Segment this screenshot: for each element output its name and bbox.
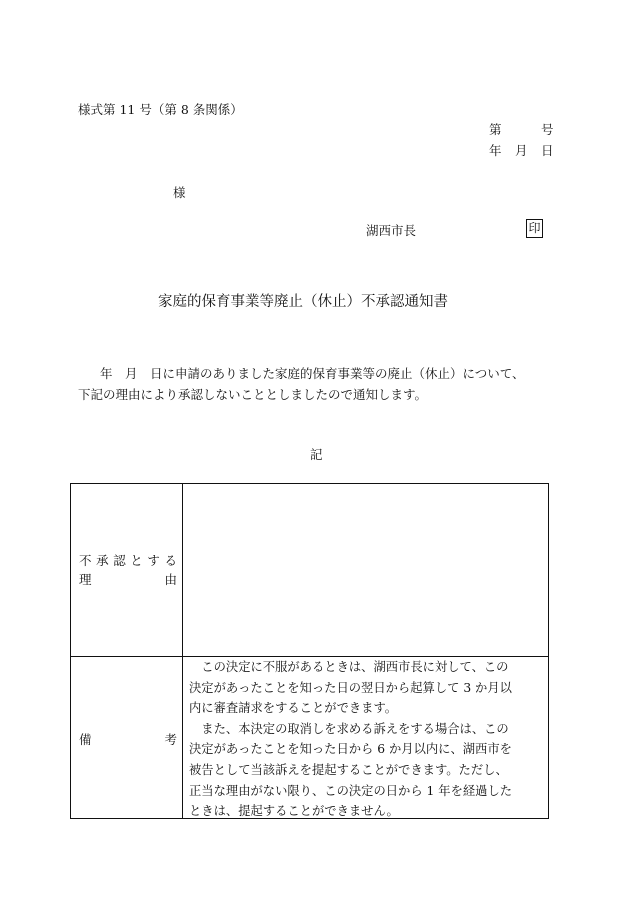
ki-heading: 記 bbox=[310, 447, 323, 462]
form-number: 様式第 11 号（第 8 条関係） bbox=[78, 102, 243, 117]
remarks-line: 決定があったことを知った日の翌日から起算して 3 か月以 bbox=[189, 680, 512, 695]
table-divider-vertical bbox=[182, 484, 183, 818]
addressee-honorific: 様 bbox=[173, 185, 186, 200]
body-text-line-1: 年 月 日に申請のありました家庭的保育事業等の廃止（休止）について、 bbox=[100, 366, 525, 381]
remarks-line: 被告として当該訴えを提起することができます。ただし、 bbox=[189, 762, 508, 777]
document-number-suffix: 号 bbox=[541, 122, 554, 137]
remarks-label: 備考 bbox=[79, 732, 177, 747]
document-number-prefix: 第 bbox=[489, 122, 502, 137]
date-day: 日 bbox=[541, 143, 554, 158]
remarks-line: 決定があったことを知った日から 6 か月以内に、湖西市を bbox=[189, 742, 512, 757]
body-text-line-2: 下記の理由により承認しないこととしましたので通知します。 bbox=[78, 387, 428, 402]
document-title: 家庭的保育事業等廃止（休止）不承認通知書 bbox=[158, 294, 448, 310]
remarks-line: ときは、提起することができません。 bbox=[189, 804, 399, 819]
seal-mark: 印 bbox=[526, 219, 543, 238]
remarks-line: また、本決定の取消しを求める訴えをする場合は、この bbox=[189, 721, 509, 736]
date-year: 年 bbox=[489, 143, 502, 158]
remarks-line: この決定に不服があるときは、湖西市長に対して、この bbox=[189, 660, 509, 674]
remarks-line: 内に審査請求をすることができます。 bbox=[189, 701, 398, 716]
date-month: 月 bbox=[515, 143, 528, 158]
issuer-name: 湖西市長 bbox=[366, 223, 417, 238]
details-table bbox=[70, 483, 549, 819]
reason-label-line-2: 理由 bbox=[79, 572, 177, 587]
remarks-text bbox=[189, 657, 545, 822]
reason-label-line-1: 不承認とする bbox=[79, 553, 177, 568]
remarks-line: 正当な理由がない限り、この決定の日から 1 年を経過した bbox=[189, 783, 513, 798]
